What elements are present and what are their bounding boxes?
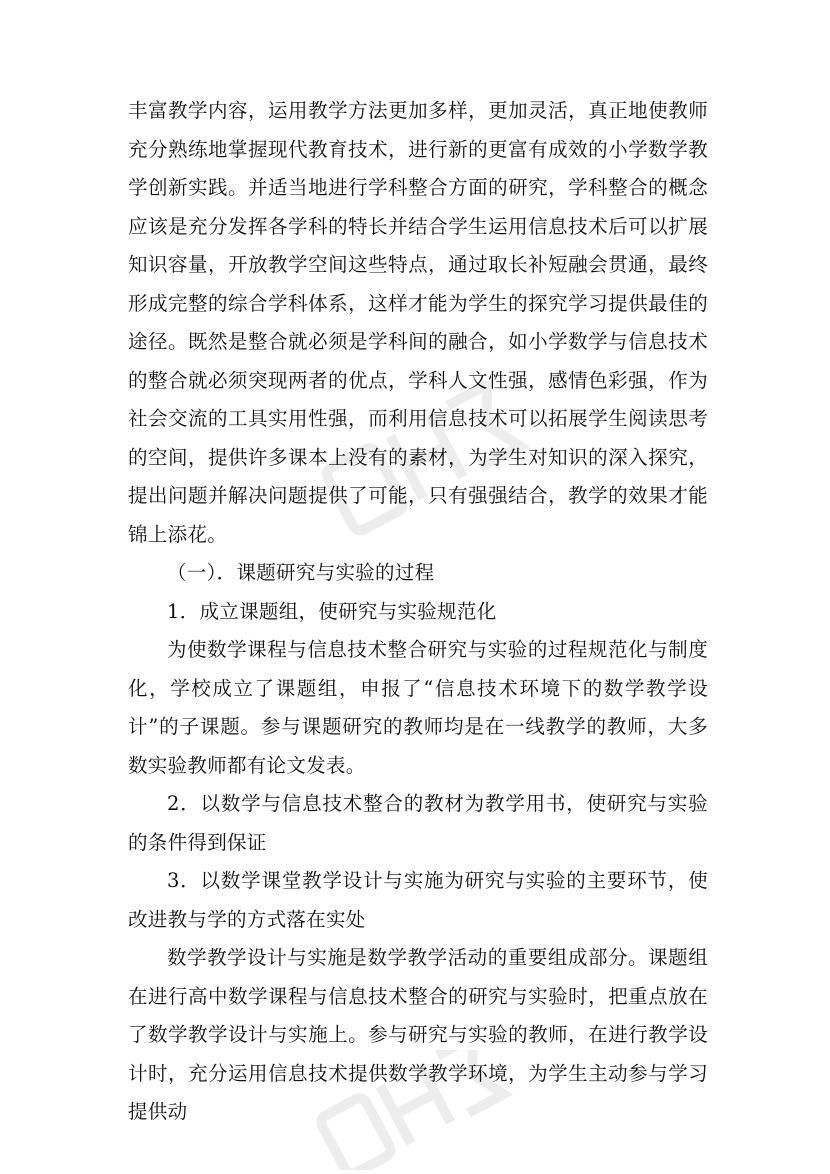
paragraph-group-details: 为使数学课程与信息技术整合研究与实验的过程规范化与制度化，学校成立了课题组，申报了“信息技术环境下的数学教学设计”的子课题。参与课题研究的教师均是在一线教学的教师，大多数实验教师都有论文发表。 [128, 638, 708, 777]
section-heading-process: （一）．课题研究与实验的过程 [167, 561, 435, 584]
subheading-2-textbook: 2．以数学与信息技术整合的教材为教学用书，使研究与实验的条件得到保证 [128, 792, 708, 854]
paragraph-intro-continued: 丰富教学内容，运用教学方法更加多样，更加灵活，真正地使教师充分熟练地掌握现代教育技术，进行新的更富有成效的小学数学教学创新实践。并适当地进行学科整合方面的研究，学科整合的概念应该是充分发挥各学科的特长并结合学生运用信息技术后可以扩展知识容量，开放教学空间这些特点，通过取长补短融会贯通，最终形成完整的综合学科体系，这样才能为学生的探究学习提供最佳的途径。既然是整合就必须是学科间的融合，如小学数学与信息技术的整合就必须突现两者的优点，学科人文性强，感情色彩强，作为社会交流的工具实用性强，而利用信息技术可以拓展学生阅读思考的空间，提供许多课本上没有的素材，为学生对知识的深入探究，提出问题并解决问题提供了可能，只有强强结合，教学的效果才能锦上添花。 [128, 99, 708, 546]
document-body [128, 92, 708, 1132]
subheading-3-lesson-design: 3．以数学课堂教学设计与实施为研究与实验的主要环节，使改进教与学的方式落在实处 [128, 869, 708, 931]
paragraph-lesson-design-details: 数学教学设计与实施是数学教学活动的重要组成部分。课题组在进行高中数学课程与信息技术整合的研究与实验时，把重点放在了数学教学设计与实施上。参与研究与实验的教师，在进行教学设计时，充分运用信息技术提供数学教学环境，为学生主动参与学习提供动 [128, 946, 708, 1123]
subheading-1-form-group: 1．成立课题组，使研究与实验规范化 [167, 599, 497, 623]
